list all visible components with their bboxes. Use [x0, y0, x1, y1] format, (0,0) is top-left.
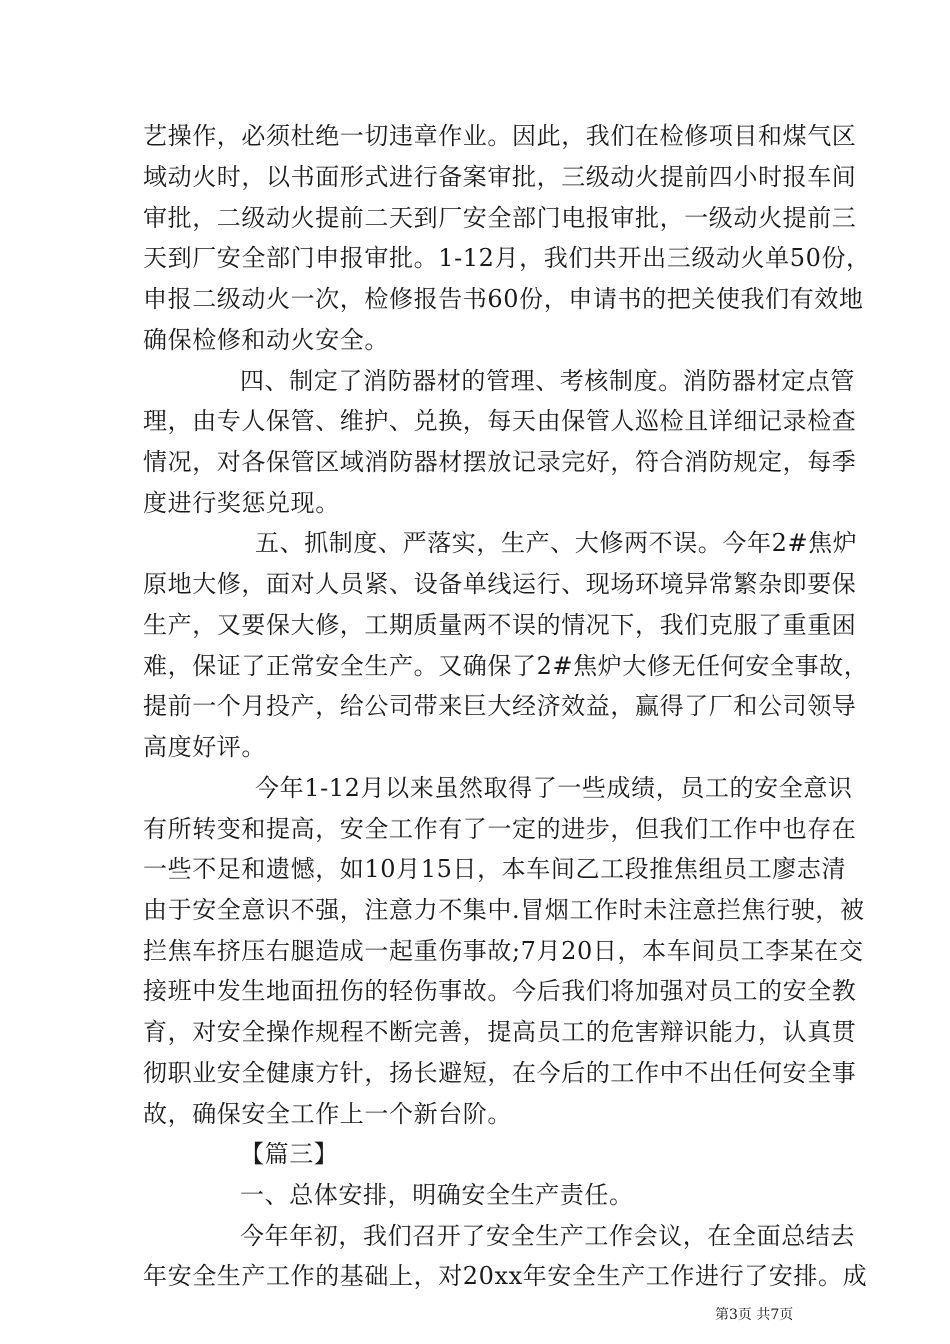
- paragraph-heading-four: 四、制定了消防器材的管理、考核制度。消防器材定点管: [240, 367, 855, 395]
- text-line: 接班中发生地面扭伤的轻伤事故。今后我们将加强对员工的安全教: [143, 977, 857, 1005]
- text-line: 生产，又要保大修，工期质量两不误的情况下，我们克服了重重困: [143, 611, 857, 639]
- text-line: 度进行奖惩兑现。: [143, 489, 340, 517]
- text-line: 艺操作，必须杜绝一切违章作业。因此，我们在检修项目和煤气区: [143, 122, 857, 150]
- text-line: 提前一个月投产，给公司带来巨大经济效益，赢得了厂和公司领导: [143, 692, 857, 720]
- text-line: 一些不足和遗憾，如10月15日，本车间乙工段推焦组员工廖志清: [143, 855, 847, 883]
- text-line: 原地大修，面对人员紧、设备单线运行、现场环境异常繁杂即要保: [143, 570, 857, 598]
- paragraph-heading-five: 五、抓制度、严落实，生产、大修两不误。今年2#焦炉: [255, 529, 858, 557]
- text-line: 难，保证了正常安全生产。又确保了2#焦炉大修无任何安全事故，: [143, 652, 869, 680]
- text-line: 故，确保安全工作上一个新台阶。: [143, 1100, 512, 1128]
- text-line: 申报二级动火一次，检修报告书60份，申请书的把关使我们有效地: [143, 285, 864, 313]
- section-heading: 【篇三】: [240, 1140, 339, 1168]
- text-line: 有所转变和提高，安全工作有了一定的进步，但我们工作中也存在: [143, 815, 857, 843]
- text-line: 审批，二级动火提前二天到厂安全部门电报审批，一级动火提前三: [143, 204, 857, 232]
- text-line: 域动火时，以书面形式进行备案审批，三级动火提前四小时报车间: [143, 163, 857, 191]
- page-number-footer: 第3页 共7页: [715, 1307, 794, 1323]
- text-line: 高度好评。: [143, 733, 266, 761]
- text-line: 育，对安全操作规程不断完善，提高员工的危害辩识能力，认真贯: [143, 1018, 857, 1046]
- text-line: 年安全生产工作的基础上，对20xx年安全生产工作进行了安排。成: [143, 1262, 868, 1290]
- text-line: 拦焦车挤压右腿造成一起重伤事故;7月20日，本车间员工李某在交: [143, 937, 864, 965]
- text-line: 由于安全意识不强，注意力不集中.冒烟工作时未注意拦焦行驶，被: [143, 896, 865, 924]
- paragraph-start: 今年年初，我们召开了安全生产工作会议，在全面总结去: [240, 1222, 855, 1250]
- subsection-heading: 一、总体安排，明确安全生产责任。: [240, 1181, 634, 1209]
- text-line: 情况，对各保管区域消防器材摆放记录完好，符合消防规定，每季: [143, 448, 857, 476]
- text-line: 天到厂安全部门申报审批。1-12月，我们共开出三级动火单50份，: [143, 244, 871, 272]
- text-line: 确保检修和动火安全。: [143, 326, 389, 354]
- text-line: 理，由专人保管、维护、兑换，每天由保管人巡检且详细记录检查: [143, 407, 857, 435]
- paragraph-start: 今年1-12月以来虽然取得了一些成绩，员工的安全意识: [255, 774, 853, 802]
- text-line: 彻职业安全健康方针，扬长避短，在今后的工作中不出任何安全事: [143, 1059, 857, 1087]
